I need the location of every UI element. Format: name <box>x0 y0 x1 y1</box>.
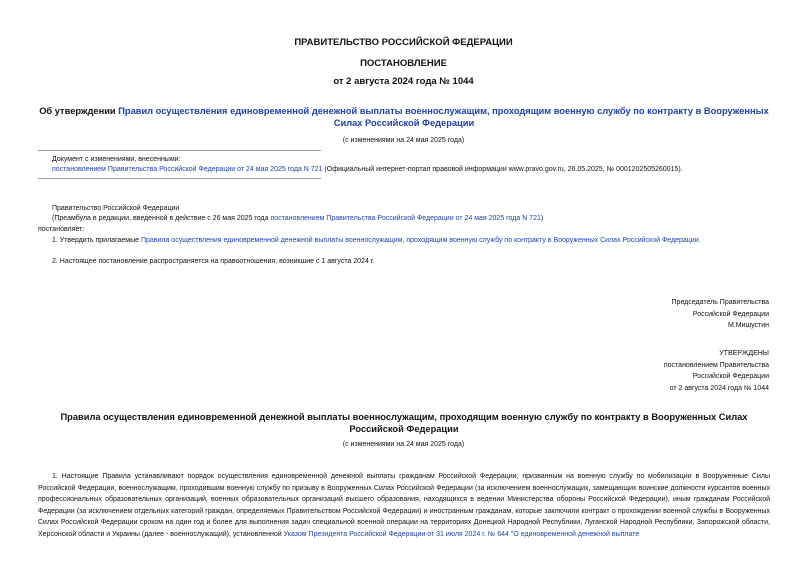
rules-title: Правила осуществления единовременной денежной выплаты военнослужащим, проходящим военную службу по контракту в Вооруженных Силах Российской Федерации <box>60 412 748 434</box>
signature-position: Председатель Правительства <box>671 299 769 306</box>
title-rules-link[interactable]: Правил осуществления единовременной денежной выплаты военнослужащим, проходящим военную службу по контракту в Вооруженных Силах Российской Федерации <box>118 106 769 128</box>
approval-line3: Российской Федерации <box>692 373 769 380</box>
rules-paragraph-1 <box>38 471 770 541</box>
approval-line2: постановлением Правительства <box>663 361 769 369</box>
divider-bottom <box>38 178 321 179</box>
amendment-source: (Официальный интернет-портал правовой информации www.pravo.gov.ru, 26.05.2025, № 0001202505260015). <box>322 166 683 173</box>
title-prefix: Об утверждении <box>39 106 119 116</box>
signature-country: Российской Федерации <box>692 310 769 318</box>
divider-top <box>38 150 321 151</box>
rules-paragraph-1-text: 1. Настоящие Правила устанавливают порядок осуществления единовременной денежной выплаты гражданам Российской Федерации, призванным на военную службу по мобилизации в Вооруженные Силы Российской Федерации, военнослужащим, проходившим военную службу по призыву в Вооруженных Силах Российской Федерации (за исключением военнослужащих, замещающих воинские должности курсантов военных профессиональных образовательных организаций, военных образовательных организаций высшего образования, находящихся в ведении Министерства обороны Российской Федерации), иным гражданам Российской Федерации (за исключением отдельных категорий граждан, определяемых Правительством Российской Федерации) и иностранным гражданам, которые заключили контракт о прохождении военной службы в Вооруженных Силах Российской Федерации сроком на один год и более для выполнения задач специальной военной операции на территориях Донецкой Народной Республики, Луганской Народной Республики, Запорожской области, Херсонской области и Украины (далее - военнослужащий), установленной <box>38 473 770 538</box>
item-one <box>52 236 701 245</box>
document-type: ПОСТАНОВЛЕНИЕ <box>360 58 447 69</box>
amendments-label: Документ с изменениями, внесенными: <box>52 156 181 163</box>
preamble-note <box>52 214 543 223</box>
amendments-entry <box>52 165 683 174</box>
approval-block <box>664 348 769 394</box>
item-one-rules-link[interactable]: Правила осуществления единовременной денежной выплаты военнослужащим, проходящим военную службу по контракту в Вооруженных Силах Российской Федерации <box>140 237 699 244</box>
preamble-government: Правительство Российской Федерации <box>52 205 180 212</box>
government-heading: ПРАВИТЕЛЬСТВО РОССИЙСКОЙ ФЕДЕРАЦИИ <box>294 37 513 48</box>
preamble-decree-link[interactable]: постановлением Правительства Российской Федерации от 24 мая 2025 года N 721 <box>270 215 541 222</box>
approval-date: от 2 августа 2024 года № 1044 <box>669 384 769 392</box>
approval-stamp: УТВЕРЖДЕНЫ <box>719 350 769 357</box>
item-one-suffix: . <box>698 237 701 244</box>
document-date-number: от 2 августа 2024 года № 1044 <box>333 76 474 87</box>
preamble-note-prefix: (Преамбула в редакции, введенной в действие с 26 мая 2025 года <box>52 215 271 222</box>
signature-block <box>672 297 769 332</box>
presidential-decree-link[interactable]: Указом Президента Российской Федерации от 31 июля 2024 г. № 644 "О единовременной денежной выплате <box>283 530 640 538</box>
signature-name: М.Мишустин <box>727 322 769 329</box>
preamble-decides: постановляет: <box>38 226 85 233</box>
amendment-decree-link[interactable]: постановлением Правительства Российской Федерации от 24 мая 2025 года N 721 <box>52 166 323 173</box>
item-one-prefix: 1. Утвердить прилагаемые <box>52 237 141 244</box>
changes-note: (с изменениями на 24 мая 2025 года) <box>342 137 465 144</box>
document-title <box>34 105 774 129</box>
item-two: 2. Настоящее постановление распространяется на правоотношения, возникшие с 1 августа 2024 г. <box>52 258 375 265</box>
preamble-note-suffix: ) <box>540 215 544 222</box>
rules-changes-note: (с изменениями на 24 мая 2025 года) <box>342 441 465 448</box>
